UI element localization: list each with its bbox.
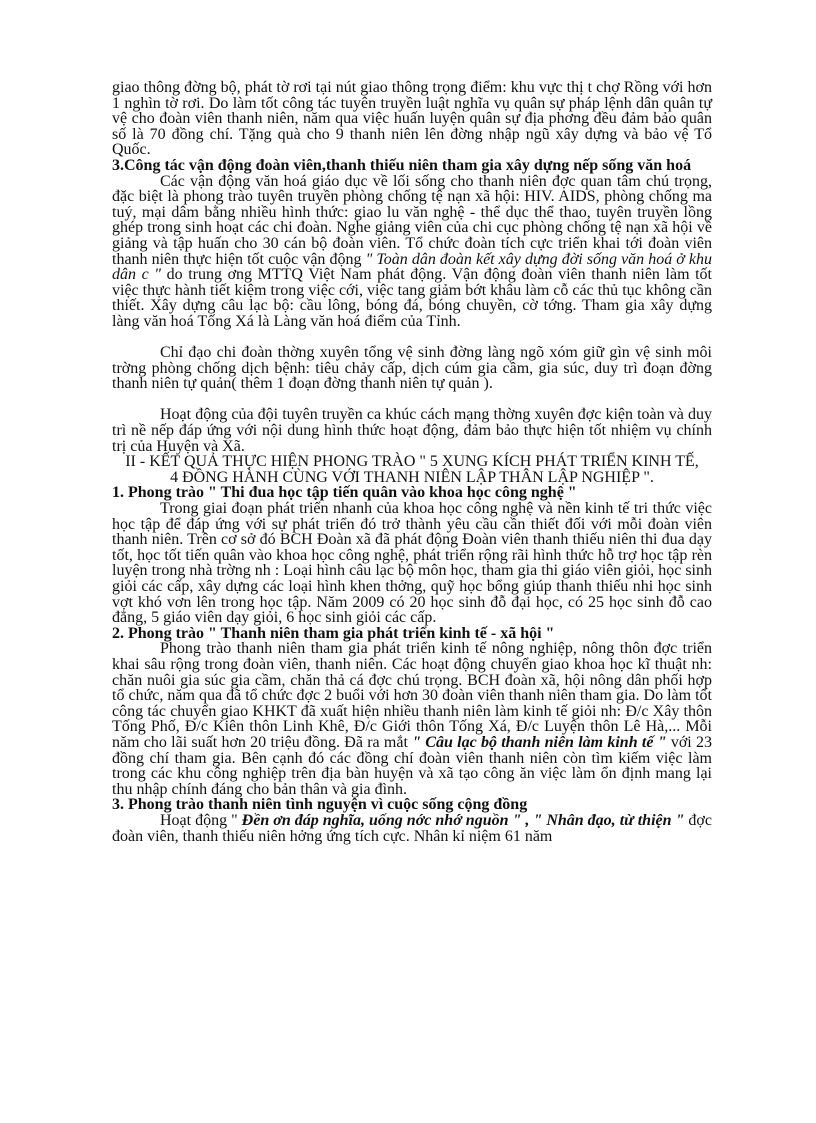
heading-movement-2: 2. Phong trào " Thanh niên tham gia phát triển kinh tế - xã hội " bbox=[112, 624, 555, 642]
heading-movement-1: 1. Phong trào " Thi đua học tập tiến quân vào khoa học công nghệ " bbox=[112, 484, 577, 502]
heading-movement-3: 3. Phong trào thanh niên tình nguyện vì cuộc sống cộng đồng bbox=[112, 796, 528, 814]
paragraph-volunteer bbox=[112, 813, 712, 844]
paragraph-military: giao thông đờng bộ, phát tờ rơi tại nút giao thông trọng điểm: khu vực thị t chợ Rồng với hơn 1 nghìn tờ rơi. Do làm tốt công tác tuyên truyền luật nghĩa vụ quân sự pháp lệnh dân quân tự vệ cho đoàn viên thanh niên, năm qua việc huấn luyện quân sự địa phơng đều đảm bảo quân số là 70 đồng chí. Tặng quà cho 9 thanh niên lên đờng nhập ngũ xây dựng và bảo vệ Tổ Quốc. bbox=[112, 79, 712, 159]
paragraph-volunteer-part2: đợc đoàn viên, thanh thiếu niên hởng ứng tích cực. Nhân kỉ niệm 61 năm bbox=[112, 811, 712, 845]
document-page bbox=[112, 80, 712, 844]
paragraph-hygiene: Chỉ đạo chi đoàn thờng xuyên tổng vệ sinh đờng làng ngõ xóm giữ gìn vệ sinh môi trờng phòng chống dịch bệnh: tiêu chảy cấp, dịch cúm gia cầm, gia súc, duy trì đoạn đờng thanh niên tự quản( thêm 1 đoạn đờng thanh niên tự quản ). bbox=[112, 344, 712, 393]
paragraph-propaganda-team: Hoạt động của đội tuyên truyền ca khúc cách mạng thờng xuyên đợc kiện toàn và duy trì nề nếp đáp ứng với nội dung hình thức hoạt động, đảm bảo thực hiện tốt nhiệm vụ chính trị của Huyện và Xã. bbox=[112, 406, 712, 455]
heading-culture-campaign: 3.Công tác vận động đoàn viên,thanh thiếu niên tham gia xây dựng nếp sống văn hoá bbox=[112, 156, 692, 174]
club-name-bold-italic: " Câu lạc bộ thanh niên làm kinh tế " bbox=[412, 733, 667, 751]
campaign-name-italic: " Toàn dân đoàn kết xây dựng đời sống văn hoá ở khu dân c " bbox=[112, 250, 712, 284]
paragraph-culture-part1: Các vận động văn hoá giáo dục về lối sống cho thanh niên đợc quan tâm chú trọng, đặc biệt là phong trào tuyên truyền phòng chống tệ nạn xã hội: HIV. AIDS, phòng chống ma tuý, mại dâm bằng nhiều hình thức: giao lu văn nghệ - thể dục thể thao, tuyên truyền lồng ghép trong sinh hoạt các chi đoàn. Nghe giảng viên của chi cục phòng chống tệ nạn xã hội về giảng và tập huấn cho 30 cán bộ đoàn viên. Tổ chức đoàn tích cực triển khai tới đoàn viên thanh niên thực hiện tốt cuộc vận động bbox=[112, 172, 712, 268]
paragraph-culture-part2: do trung ơng MTTQ Việt Nam phát động. Vận động đoàn viên thanh niên làm tốt việc thực hành tiết kiệm trong việc cới, việc tang giảm bớt khâu làm cỗ các thủ tục không cần thiết. Xây dựng câu lạc bộ: cầu lông, bóng đá, bóng chuyền, cờ tớng. Tham gia xây dựng làng văn hoá Tống Xá là Làng văn hoá điểm của Tỉnh. bbox=[112, 266, 713, 330]
paragraph-economy bbox=[112, 641, 712, 797]
paragraph-study: Trong giai đoạn phát triển nhanh của khoa học công nghệ và nền kinh tế tri thức việc học tập để đáp ứng với sự phát triển đó trở thành yêu cầu cần thiết đối với mỗi đoàn viên thanh niên. Trên cơ sở đó BCH Đoàn xã đã phát động Đoàn viên thanh thiếu niên thi đua dạy tốt, học tốt tiến quân vào khoa học công nghệ, phát triển rộng rãi hình thức hỗ trợ học tập rèn luyện trong nhà trờng nh : Loại hình câu lạc bộ môn học, tham gia thi giáo viên giỏi, học sinh giỏi các cấp, xây dựng các loại hình khen thởng, quỹ học bổng giúp thanh thiếu nhi học sinh vợt khó vơn lên trong học tập. Năm 2009 có 20 học sinh đỗ đại học, có 25 học sinh đỗ cao đẳng, 5 giáo viên dạy giỏi, 6 học sinh giỏi các cấp. bbox=[112, 500, 712, 627]
paragraph-economy-part2: với 23 đồng chí tham gia. Bên cạnh đó các đồng chí đoàn viên thanh niên còn tìm kiếm việc làm trong các khu công nghiệp trên địa bàn huyện và xã tạo công ăn việc làm ổn định mang lại thu nhập chính đáng cho bản thân và gia đình. bbox=[112, 733, 712, 798]
paragraph-volunteer-part1: Hoạt động " bbox=[160, 811, 242, 829]
heading-section-ii-line2: 4 ĐỒNG HÀNH CÙNG VỚI THANH NIÊN LẬP THÂN LẬP NGHIỆP ". bbox=[170, 468, 654, 486]
paragraph-culture bbox=[112, 174, 712, 330]
paragraph-economy-part1: Phong trào thanh niên tham gia phát triển kinh tế nông nghiệp, nông thôn đợc triển khai sâu rộng trong đoàn viên, thanh niên. Các hoạt động chuyển giao khoa học kĩ thuật nh: chăn nuôi gia súc gia cầm, chăn thả cá đợc chú trọng. BCH đoàn xã, hội nông dân phối hợp tổ chức, năm qua đã tổ chức đợc 2 buổi với hơn 30 đoàn viên thanh niên tham gia. Do làm tốt công tác chuyển giao KHKT đã xuất hiện nhiều thanh niên làm kinh tế giỏi nh: Đ/c Xây thôn Tống Phố, Đ/c Kiên thôn Linh Khê, Đ/c Giới thôn Tống Xá, Đ/c Luyện thôn Lê Hà,... Mỗi năm cho lãi suất hơn 20 triệu đồng. Đã ra mắt bbox=[112, 640, 712, 751]
activity-names-bold-italic: Đền ơn đáp nghĩa, uống nớc nhớ nguồn " , " Nhân đạo, từ thiện " bbox=[241, 811, 685, 829]
heading-section-ii-line1: II - KẾT QUẢ THỰC HIỆN PHONG TRÀO " 5 XUNG KÍCH PHÁT TRIỂN KINH TẾ, bbox=[125, 453, 699, 471]
